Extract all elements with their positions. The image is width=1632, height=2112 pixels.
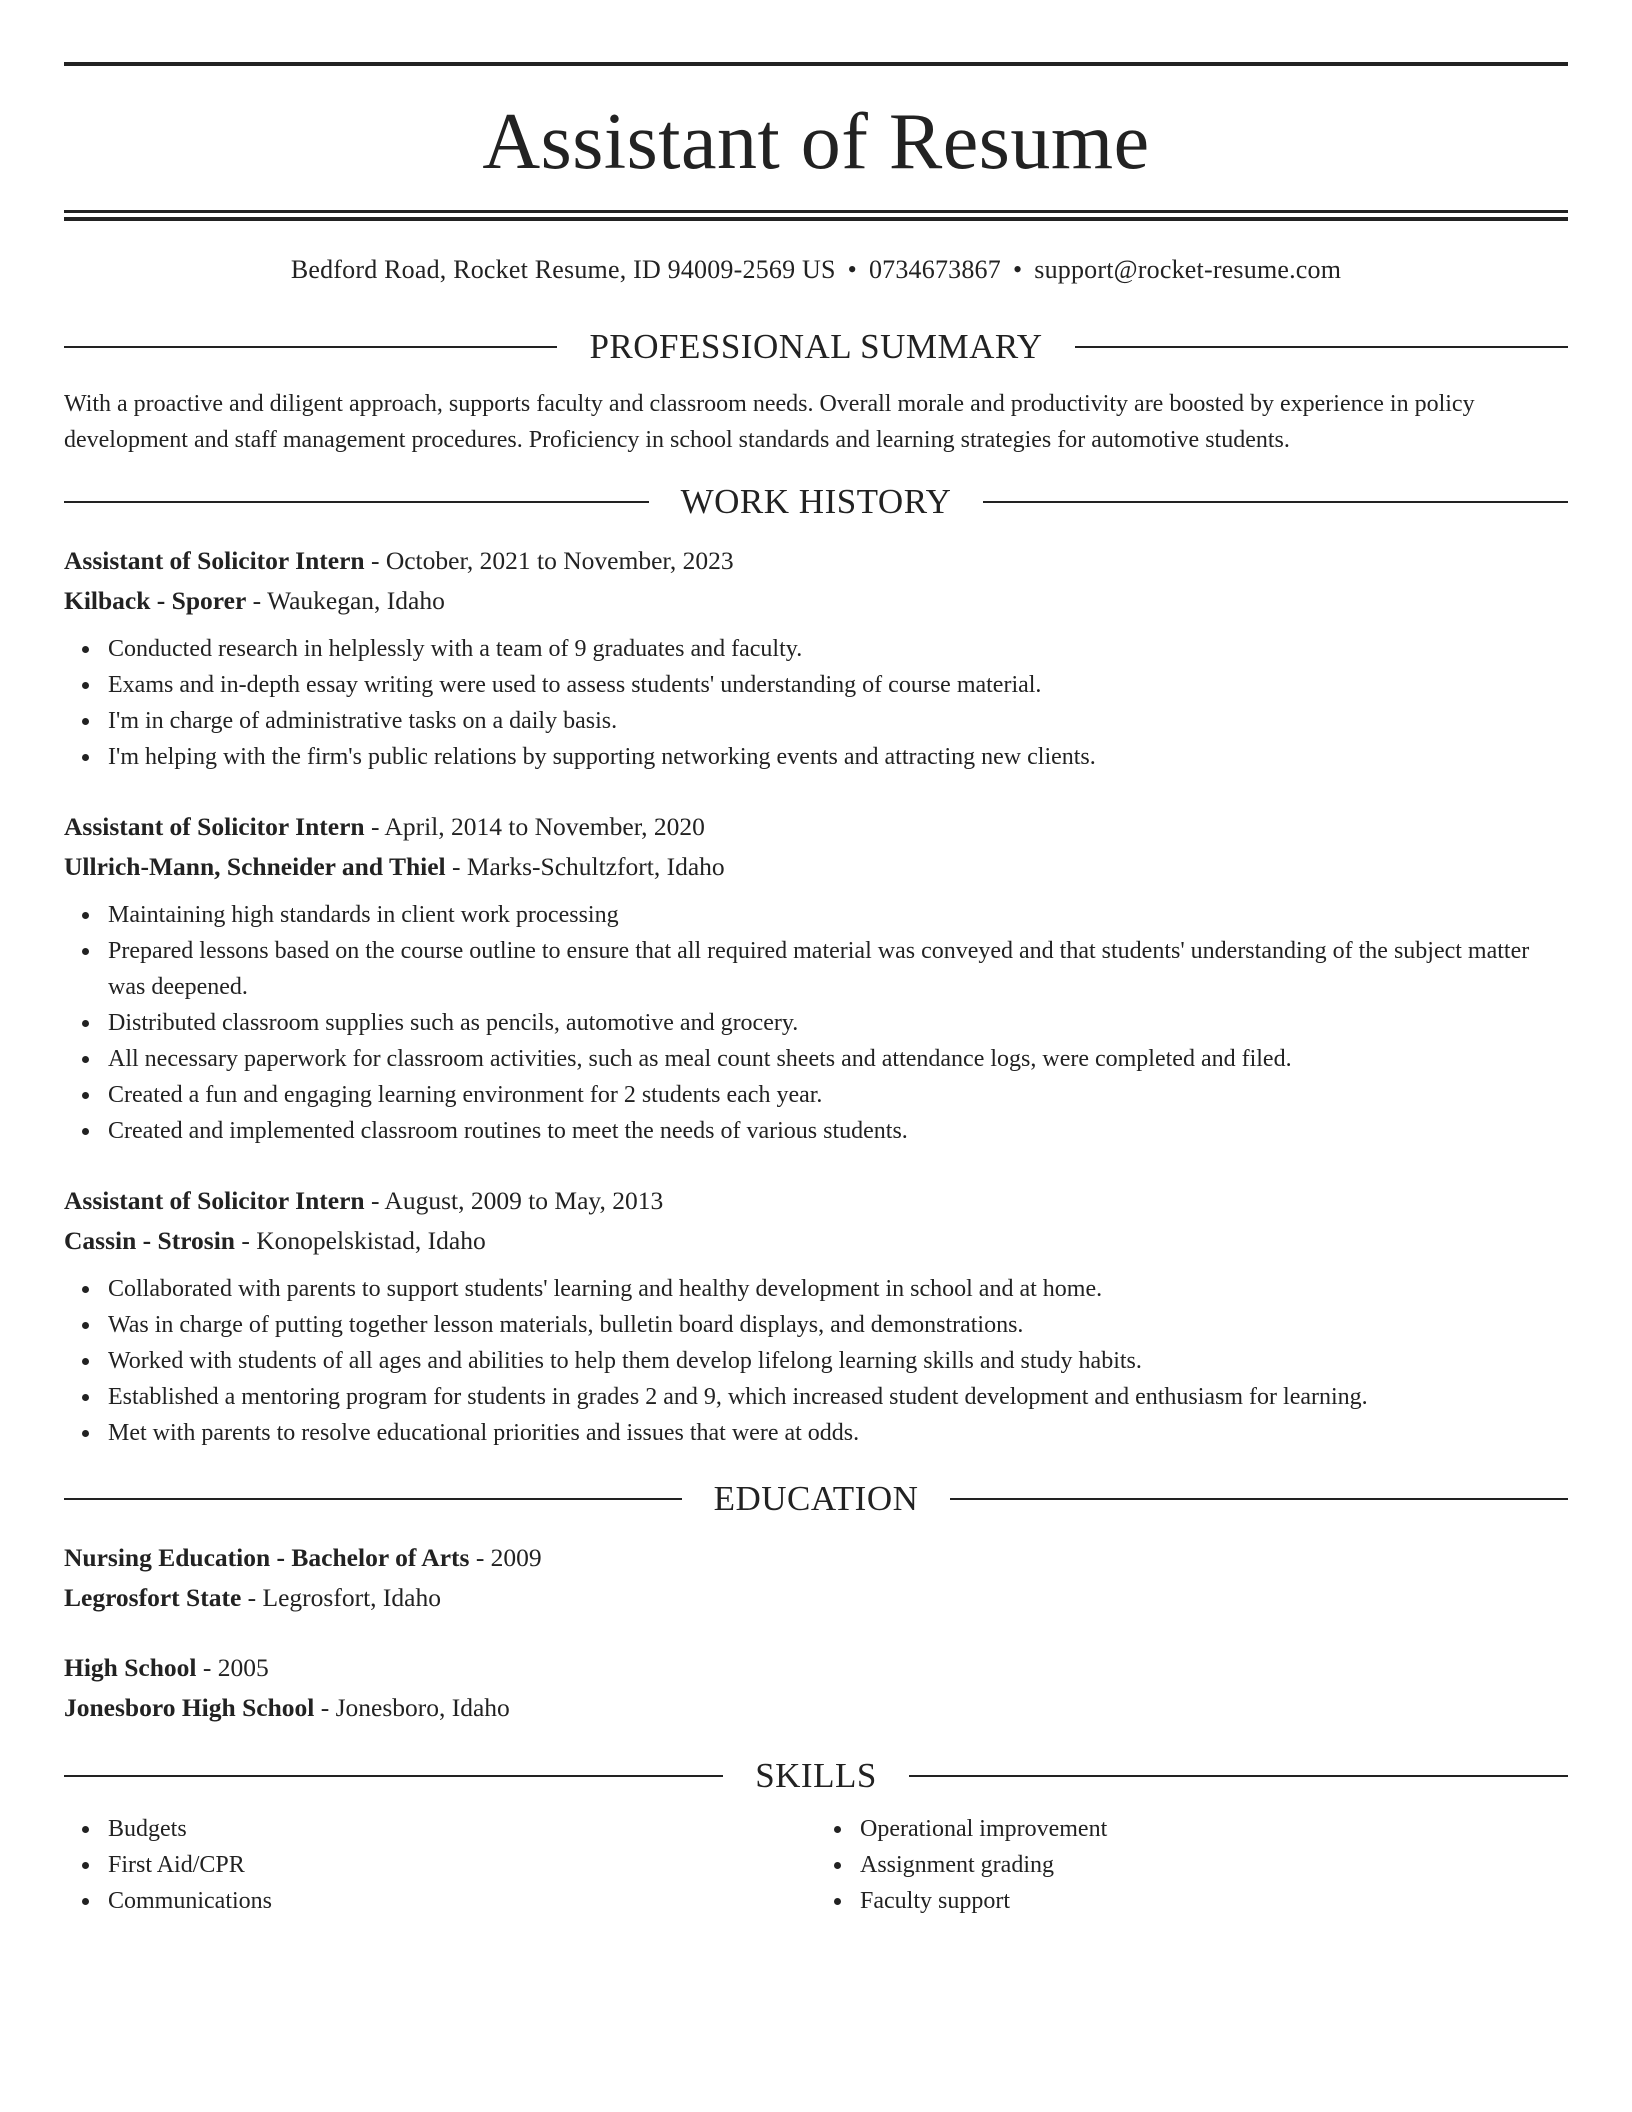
skills-section-heading [64,1758,1568,1793]
education-title: EDUCATION [713,1479,919,1518]
job-company: Ullrich-Mann, Schneider and Thiel [64,852,446,881]
job-bullet: Conducted research in helplessly with a team of 9 graduates and faculty. [108,631,1568,667]
education-school-line [64,1578,1568,1618]
education-degree-line [64,1538,1568,1578]
summary-text: With a proactive and diligent approach, supports faculty and classroom needs. Overall morale and productivity are boosted by experience in policy development and staff management procedures. Proficiency in school standards and learning strategies for automotive students. [64,391,1475,453]
education-school-line [64,1688,1568,1728]
job-bullet: All necessary paperwork for classroom activities, such as meal count sheets and attendance logs, were completed and filed. [108,1041,1568,1077]
job-bullet: Was in charge of putting together lesson materials, bulletin board displays, and demonstrations. [108,1307,1568,1343]
job-bullet: Prepared lessons based on the course outline to ensure that all required material was conveyed and that students' understanding of the subject matter was deepened. [108,933,1568,1005]
job-title-line [64,541,1568,581]
job-dates: - April, 2014 to November, 2020 [364,812,705,841]
job-title-line [64,807,1568,847]
job-bullets [64,1271,1568,1451]
job-bullet: I'm helping with the firm's public relations by supporting networking events and attracting new clients. [108,739,1568,775]
contact-line [64,255,1568,285]
resume-name: Assistant of Resume [482,98,1150,186]
skill-item: Assignment grading [860,1847,1568,1883]
summary-section-heading [64,329,1568,364]
job-dates: - August, 2009 to May, 2013 [364,1186,664,1215]
top-rule [64,62,1568,66]
job-entry [64,1181,1568,1451]
education-degree: High School [64,1653,197,1682]
job-company: Cassin - Strosin [64,1226,235,1255]
skill-item: Operational improvement [860,1811,1568,1847]
heading-rule-left [64,501,649,503]
skill-item: Communications [108,1883,816,1919]
skills-left-column [64,1811,816,1919]
job-company: Kilback - Sporer [64,586,247,615]
education-location: - Legrosfort, Idaho [241,1583,441,1612]
contact-separator: • [847,255,857,284]
job-bullet: Met with parents to resolve educational priorities and issues that were at odds. [108,1415,1568,1451]
job-role: Assistant of Solicitor Intern [64,1186,365,1215]
education-year: - 2009 [469,1543,542,1572]
job-bullets [64,897,1568,1149]
job-bullet: Collaborated with parents to support students' learning and healthy development in school and at home. [108,1271,1568,1307]
job-bullets [64,631,1568,775]
heading-rule-left [64,1775,723,1777]
work-section-heading [64,484,1568,519]
job-bullet: I'm in charge of administrative tasks on a daily basis. [108,703,1568,739]
education-section-heading [64,1481,1568,1516]
job-entry [64,541,1568,775]
education-degree-line [64,1648,1568,1688]
job-bullet: Exams and in-depth essay writing were used to assess students' understanding of course material. [108,667,1568,703]
header-double-rule [64,210,1568,221]
job-role: Assistant of Solicitor Intern [64,546,365,575]
job-role: Assistant of Solicitor Intern [64,812,365,841]
education-year: - 2005 [196,1653,269,1682]
education-entry [64,1648,1568,1728]
education-entry [64,1538,1568,1618]
education-degree: Nursing Education - Bachelor of Arts [64,1543,470,1572]
heading-rule-right [950,1498,1568,1500]
heading-rule-right [1075,346,1568,348]
heading-rule-right [909,1775,1568,1777]
education-school: Jonesboro High School [64,1693,315,1722]
skill-item: Faculty support [860,1883,1568,1919]
skills-grid [64,1811,1568,1919]
job-company-line [64,1221,1568,1261]
heading-rule-left [64,1498,682,1500]
summary-title: PROFESSIONAL SUMMARY [589,327,1043,366]
job-location: - Waukegan, Idaho [246,586,445,615]
job-title-line [64,1181,1568,1221]
job-location: - Konopelskistad, Idaho [235,1226,486,1255]
heading-rule-left [64,346,557,348]
skill-item: Budgets [108,1811,816,1847]
heading-rule-right [983,501,1568,503]
work-title: WORK HISTORY [680,482,952,521]
job-bullet: Created a fun and engaging learning environment for 2 students each year. [108,1077,1568,1113]
education-school: Legrosfort State [64,1583,242,1612]
contact-address: Bedford Road, Rocket Resume, ID 94009-2569 US [290,255,836,284]
job-location: - Marks-Schultzfort, Idaho [445,852,725,881]
contact-separator: • [1012,255,1023,284]
job-company-line [64,581,1568,621]
job-bullet: Distributed classroom supplies such as pencils, automotive and grocery. [108,1005,1568,1041]
education-location: - Jonesboro, Idaho [314,1693,510,1722]
job-entry [64,807,1568,1149]
job-dates: - October, 2021 to November, 2023 [364,546,734,575]
job-bullet: Created and implemented classroom routines to meet the needs of various students. [108,1113,1568,1149]
skills-title: SKILLS [755,1756,877,1795]
skills-right-column [816,1811,1568,1919]
skill-item: First Aid/CPR [108,1847,816,1883]
job-bullet: Established a mentoring program for students in grades 2 and 9, which increased student development and enthusiasm for learning. [108,1379,1568,1415]
job-company-line [64,847,1568,887]
contact-email: support@rocket-resume.com [1034,255,1342,284]
contact-phone: 0734673867 [868,255,1001,284]
job-bullet: Maintaining high standards in client work processing [108,897,1568,933]
job-bullet: Worked with students of all ages and abilities to help them develop lifelong learning skills and study habits. [108,1343,1568,1379]
